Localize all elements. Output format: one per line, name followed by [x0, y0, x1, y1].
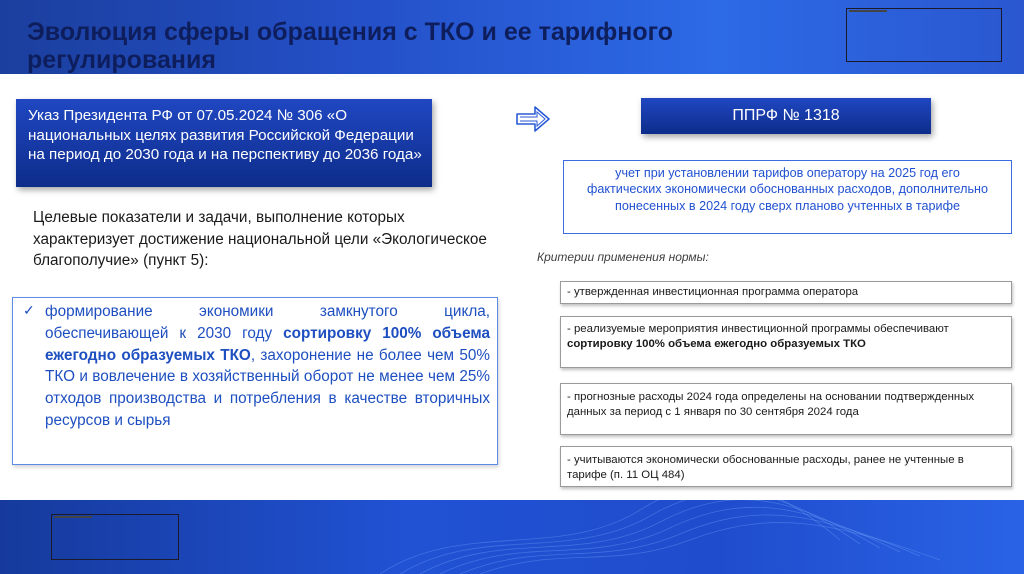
criterion-text: - реализуемые мероприятия инвестиционной программы обеспечивают [567, 323, 949, 335]
goal-text-bold: сортировку 100% объема ежегодно образуемых ТКО [45, 324, 490, 364]
page-title: Эволюция сферы обращения с ТКО и ее тарифного регулирования [27, 18, 674, 74]
goals-text: Целевые показатели и задачи, выполнение которых характеризует достижение национальной цели «Экологическое благополучие» (пункт 5): [33, 209, 487, 269]
image-placeholder-top [846, 8, 1002, 62]
criterion-2 [560, 316, 1012, 368]
goal-text [45, 301, 490, 432]
criterion-text: - утвержденная инвестиционная программа оператора [567, 286, 859, 298]
pprf-box: ППРФ № 1318 [641, 98, 931, 134]
criterion-4 [560, 446, 1012, 487]
decree-box: Указ Президента РФ от 07.05.2024 № 306 «О национальных целях развития Российской Федерации на период до 2030 года и на перспективу до 2036 года» [16, 99, 432, 187]
criterion-bold: сортировку 100% объема ежегодно образуемых ТКО [567, 337, 866, 350]
goal-box [12, 297, 498, 465]
image-placeholder-bottom [51, 514, 179, 560]
check-icon: ✓ [23, 302, 35, 318]
goal-text-part1: формирование экономики замкнутого цикла, обеспечивающей к 2030 году [45, 303, 490, 342]
criterion-text: - учитываются экономически обоснованные расходы, ранее не учтенные в тарифе (п. 11 ОЦ 484) [567, 454, 964, 481]
goal-text-part2: , захоронение не более чем 50% ТКО и вовлечение в хозяйственный оборот не менее чем 25% отходов производства и потребления в качестве вторичных ресурсов и сырья [45, 346, 490, 429]
criterion-3 [560, 383, 1012, 435]
criterion-text: - прогнозные расходы 2024 года определены на основании подтвержденных данных за период с 1 января по 30 сентября 2024 года [567, 391, 975, 418]
criterion-1 [560, 281, 1012, 304]
right-arrow-outline-icon [515, 104, 551, 134]
tariff-accounting-box: учет при установлении тарифов оператору на 2025 год его фактических экономически обоснованных расходов, дополнительно понесенных в 2024 году сверх планово учтенных в тарифе [563, 160, 1012, 234]
criteria-title: Критерии применения нормы: [537, 250, 709, 264]
